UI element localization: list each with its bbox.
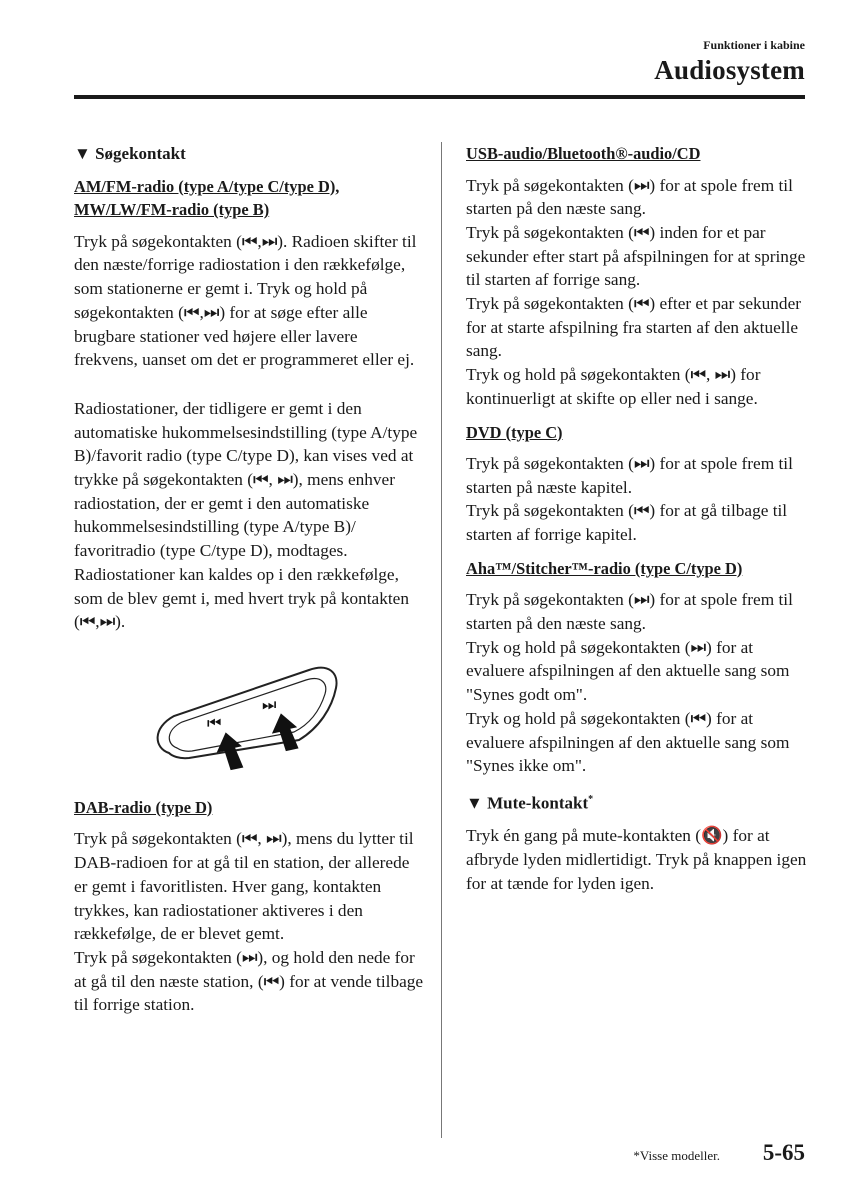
dvd-paragraph-1: Tryk på søgekontakten (⏭) for at spole frem til starten på næste kapitel. xyxy=(466,454,793,497)
mute-paragraph: Tryk én gang på mute-kontakten (🔇) for at afbryde lyden midlertidigt. Tryk på knappen igen for at tænde for lyden igen. xyxy=(466,826,807,893)
dab-radio-subheading: DAB-radio (type D) xyxy=(74,797,213,817)
prev-track-icon: ⏮ xyxy=(207,712,222,732)
page-number: 5-65 xyxy=(762,1140,805,1165)
am-fm-paragraph-1: Tryk på søgekontakten (⏮,⏭). Radioen skifter til den næste/forrige radiostation i den rækkefølge, som stationerne er gemt i. Tryk og hold på søgekontakten (⏮,⏭) for at søge efter alle brugbare stationer ved højere eller lavere frekvens, uanset om det er programmeret eller ej. xyxy=(74,231,417,370)
am-fm-subheading-line2: MW/LW/FM-radio (type B) xyxy=(74,200,270,220)
aha-stitcher-subheading: Aha™/Stitcher™-radio (type C/type D) xyxy=(466,558,743,578)
mute-heading-asterisk: * xyxy=(588,793,594,805)
dab-paragraph-1: Tryk på søgekontakten (⏮, ⏭), mens du lytter til DAB-radioen for at gå til en station, der allerede er gemt i favoritlisten. Hver gang, kontakten trykkes, kan radiostationer aktiveres i den rækkefølge, de er blevet gemt. xyxy=(74,829,414,944)
mute-heading-text: ▼ Mute-kontakt xyxy=(466,793,589,813)
dvd-subheading: DVD (type C) xyxy=(466,422,563,442)
dvd-paragraph-2: Tryk på søgekontakten (⏮) for at gå tilbage til starten af forrige kapitel. xyxy=(466,501,788,545)
steering-switch-drawing xyxy=(74,648,424,778)
dab-paragraph-2: Tryk på søgekontakten (⏭), og hold den nede for at gå til den næste station, (⏮) for at vende tilbage til forrige station. xyxy=(74,947,424,1015)
usb-audio-subheading: USB-audio/Bluetooth®-audio/CD xyxy=(466,144,701,163)
page-title: Audiosystem xyxy=(654,55,805,85)
mute-switch-heading xyxy=(466,788,811,815)
am-fm-paragraph-2: Radiostationer, der tidligere er gemt i den automatiske hukommelsesindstilling (type A/type B)/favorit radio (type C/type D), kan vises ved at trykke på søgekontakten (⏮, ⏭), mens enhver radiostation, der er gemt i den automatiske hukommelsesindstilling (type A/type B)/ favoritradio (type C/type D), modtages. Radiostationer kan kaldes op i den rækkefølge, som de blev gemt i, med hvert tryk på kontakten (⏮,⏭). xyxy=(74,398,418,632)
footnote: *Visse modeller. xyxy=(633,1148,720,1163)
next-track-icon: ⏭ xyxy=(262,694,277,714)
steering-switch-illustration xyxy=(74,648,424,778)
aha-paragraph-1: Tryk på søgekontakten (⏭) for at spole frem til starten på den næste sang. xyxy=(466,590,793,634)
aha-paragraph-2: Tryk og hold på søgekontakten (⏭) for at evaluere afspilningen af den aktuelle sang som "Synes godt om". xyxy=(466,637,790,705)
aha-paragraph-3: Tryk og hold på søgekontakten (⏮) for at evaluere afspilningen af den aktuelle sang som "Synes ikke om". xyxy=(466,708,790,776)
am-fm-subheading-line1: AM/FM-radio (type A/type C/type D), xyxy=(74,176,340,196)
section-label: Funktioner i kabine xyxy=(703,38,805,52)
usb-paragraph-3: Tryk på søgekontakten (⏮) efter et par sekunder for at starte afspilning fra starten af den aktuelle sang. xyxy=(466,294,801,361)
usb-paragraph-1: Tryk på søgekontakten (⏭) for at spole frem til starten på den næste sang. xyxy=(466,175,793,219)
seek-switch-heading: ▼ Søgekontakt xyxy=(74,144,186,163)
header-rule xyxy=(74,95,805,99)
column-divider xyxy=(441,142,442,1138)
left-column xyxy=(74,142,424,1017)
usb-paragraph-4: Tryk og hold på søgekontakten (⏮, ⏭) for kontinuerligt at skifte op eller ned i sange. xyxy=(466,365,761,408)
usb-paragraph-2: Tryk på søgekontakten (⏮) inden for et par sekunder efter start på afspilningen for at springe til starten af forrige sang. xyxy=(466,222,806,290)
right-column xyxy=(466,142,811,895)
am-fm-radio-subheading xyxy=(74,175,424,222)
